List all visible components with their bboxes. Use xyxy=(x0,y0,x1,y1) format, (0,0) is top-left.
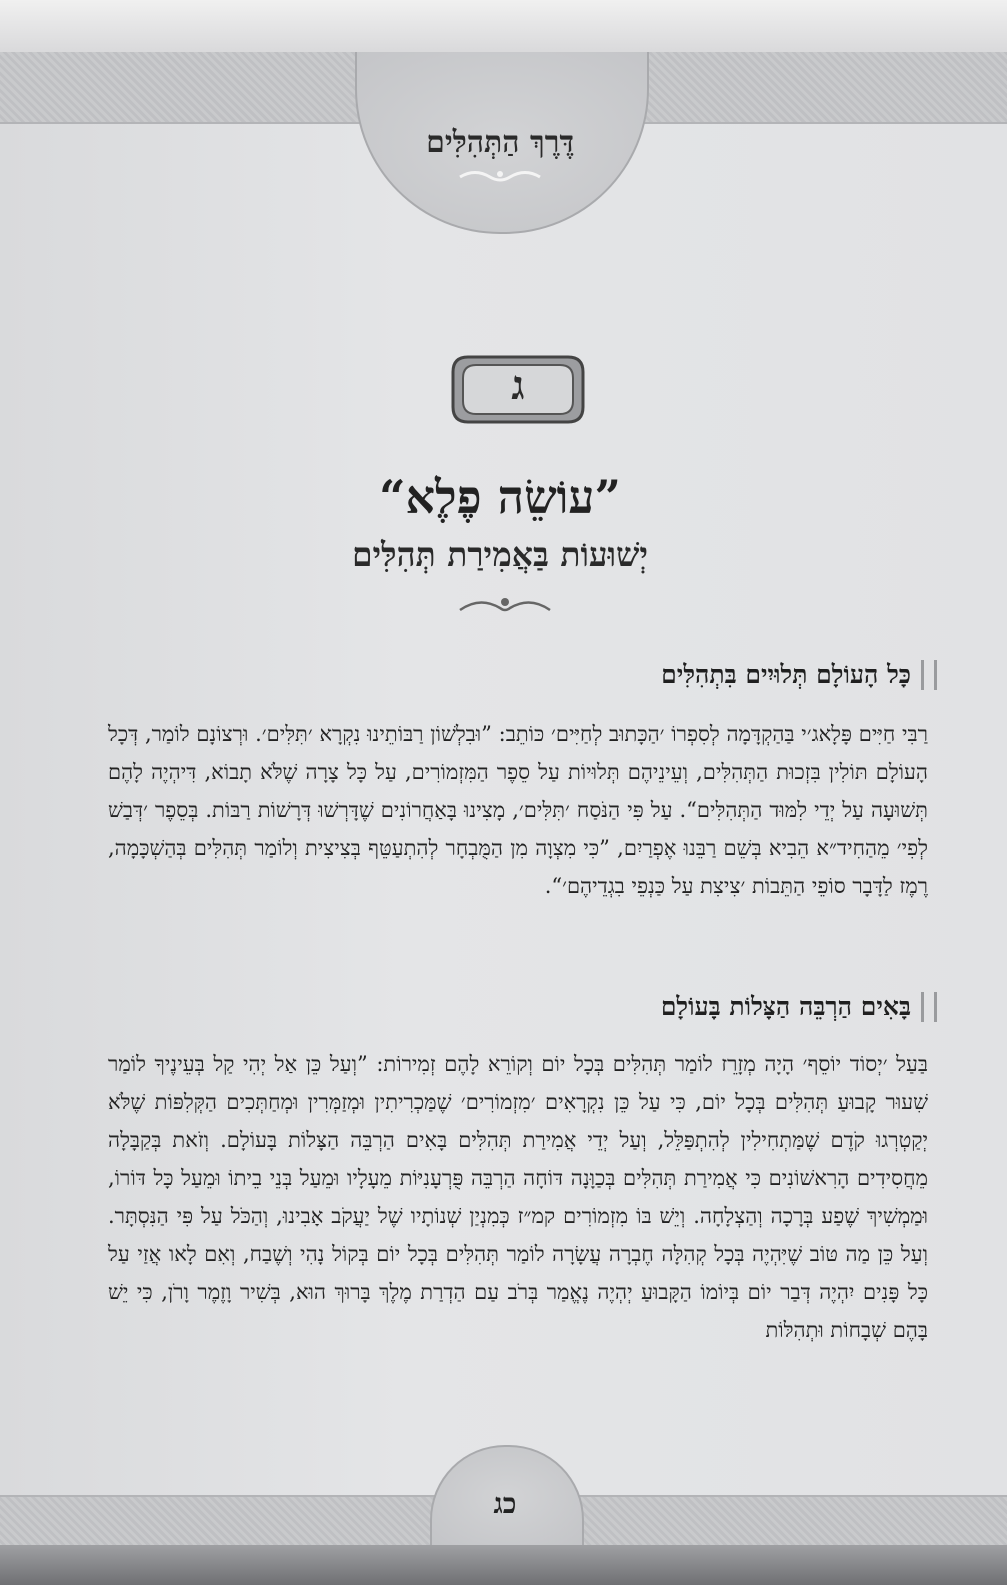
divider-ornament-icon xyxy=(455,592,555,620)
section-heading-text: בָּאִים הַרְבֵּה הַצָּלוֹת בָּעוֹלָם xyxy=(660,992,911,1021)
page-bottom-edge xyxy=(0,1545,1007,1585)
section-paragraph-2: בַּעַל ׳יְסוֹד יוֹסֵף׳ הָיָה מְזָרֵז לוֹמַר תְּהִלִּים בְּכָל יוֹם וְקוֹרֵא לָהֶם זְמִירוֹת: ”וְעַל כֵּן אַל יְהִי קַל בְּעֵינֶיךָ לוֹמַר שִׁעוּר קָבוּעַ תְּהִלִּים בְּכָל יוֹם, כִּי עַל כֵּן נִקְרָאִים ׳מִזְמוֹרִים׳ שֶׁמַּכְרִיתִין וּמְזַמְּרִין וּמְחַתְּכִים הַקְּלִפּוֹת שֶׁלֹּא יְקַטְרְגוּ קֹדֶם שֶׁמַּתְחִילִין לְהִתְפַּלֵּל, וְעַל יְדֵי אֲמִירַת תְּהִלִּים בָּאִים הַרְבֵּה הַצָּלוֹת בָּעוֹלָם. וְזֹאת בְּקַבָּלָה מֵחֲסִידִים הָרִאשׁוֹנִים כִּי אֲמִירַת תְּהִלִּים בְּכַוָּנָה דּוֹחָה הַרְבֵּה פֻּרְעָנִיּוֹת מֵעָלָיו וּמֵעַל בְּנֵי בֵיתוֹ וּמֵעַל כָּל דּוֹרוֹ, וּמַמְשִׁיךְ שֶׁפַע בְּרָכָה וְהַצְלָחָה. וְיֵשׁ בּוֹ מִזְמוֹרִים קמ״ז כְּמִנְיַן שְׁנוֹתָיו שֶׁל יַעֲקֹב אָבִינוּ, וְהַכֹּל עַל פִּי הַנִּסְתָּר. וְעַל כֵּן מַה טּוֹב שֶׁיִּהְיֶה בְּכָל קְהִלָּה חֶבְרָה עֲשָׂרָה לוֹמַר תְּהִלִּים בְּכָל יוֹם בְּקוֹל נָהִי וְשֶׁבַח, וְאִם לָאו אֲזַי עַל כָּל פָּנִים יִהְיֶה דְּבַר יוֹם בְּיוֹמוֹ הַקָּבוּעַ יְהְיֶה נֶאֱמַר בְּרֹב עַם הַדְרַת מֶלֶךְ בָּרוּךְ הוּא, בְּשִׁיר וָזֶמֶר וָרֹן, כִּי יֵשׁ בָּהֶם שְׁבָחוֹת וּתְהִלּוֹת xyxy=(108,1052,928,1342)
page-number: כג xyxy=(493,1487,517,1520)
section-heading-1 xyxy=(661,660,937,690)
page-top-edge xyxy=(0,0,1007,55)
section-bar-icon xyxy=(921,660,937,690)
section-paragraph-1: רַבִּי חַיִּים פָּלָאג׳י בַּהַקְדָּמָה לְסִפְרוֹ ׳הַכָּתוּב לְחַיִּים׳ כּוֹתֵב: ”וּבִלְשׁוֹן רַבּוֹתֵינוּ נִקְרָא ׳תִּלִּים׳. וּרְצוֹנָם לוֹמַר, דְּכָל הָעוֹלָם תּוֹלִין בִּזְכוּת הַתְּהִלִּים, וְעֵינֵיהֶם תְּלוּיוֹת עַל סֵפֶר הַמִּזְמוֹרִים, עַל כָּל צָרָה שֶׁלֹּא תָבוֹא, דִּיהְיֶה לָהֶם תְּשׁוּעָה עַל יְדֵי לִמּוּד הַתְּהִלִּים“. עַל פִּי הַנֹּסַח ׳תִּלִּים׳, מָצִינוּ בָּאַחֲרוֹנִים שֶׁדָּרְשׁוּ דְּרָשׁוֹת רַבּוֹת. בְּסֵפֶר ׳דְּבַשׁ לְפִי׳ מֵהַחִיד״א הֵבִיא בְּשֵׁם רַבֵּנוּ אֶפְרַיִם, ”כִּי מִצְוָה מִן הַמֻּבְחָר לְהִתְעַטֵּף בְּצִיצִית וְלוֹמַר תְּהִלִּים בְּהַשְׁכָּמָה, רֶמֶז לַדָּבָר סוֹפֵי הַתֵּבוֹת ׳צִיצִת עַל כַּנְפֵי בִגְדֵיהֶם׳“. xyxy=(108,722,928,898)
section-heading-text: כָּל הָעוֹלָם תְּלוּיִים בִּתְהִלִּים xyxy=(661,660,911,689)
chapter-subtitle: יְשׁוּעוֹת בַּאֲמִירַת תְּהִלִּים xyxy=(351,535,649,574)
running-head: דֶּרֶךְ הַתְּהִלִּים xyxy=(426,125,574,160)
chapter-title: ”עוֹשֵׂה פֶלֶא“ xyxy=(379,470,621,524)
chapter-letter: ג xyxy=(511,362,525,409)
section-bar-icon xyxy=(921,992,937,1022)
scroll-ornament-icon xyxy=(455,168,545,186)
section-heading-2 xyxy=(661,992,937,1022)
